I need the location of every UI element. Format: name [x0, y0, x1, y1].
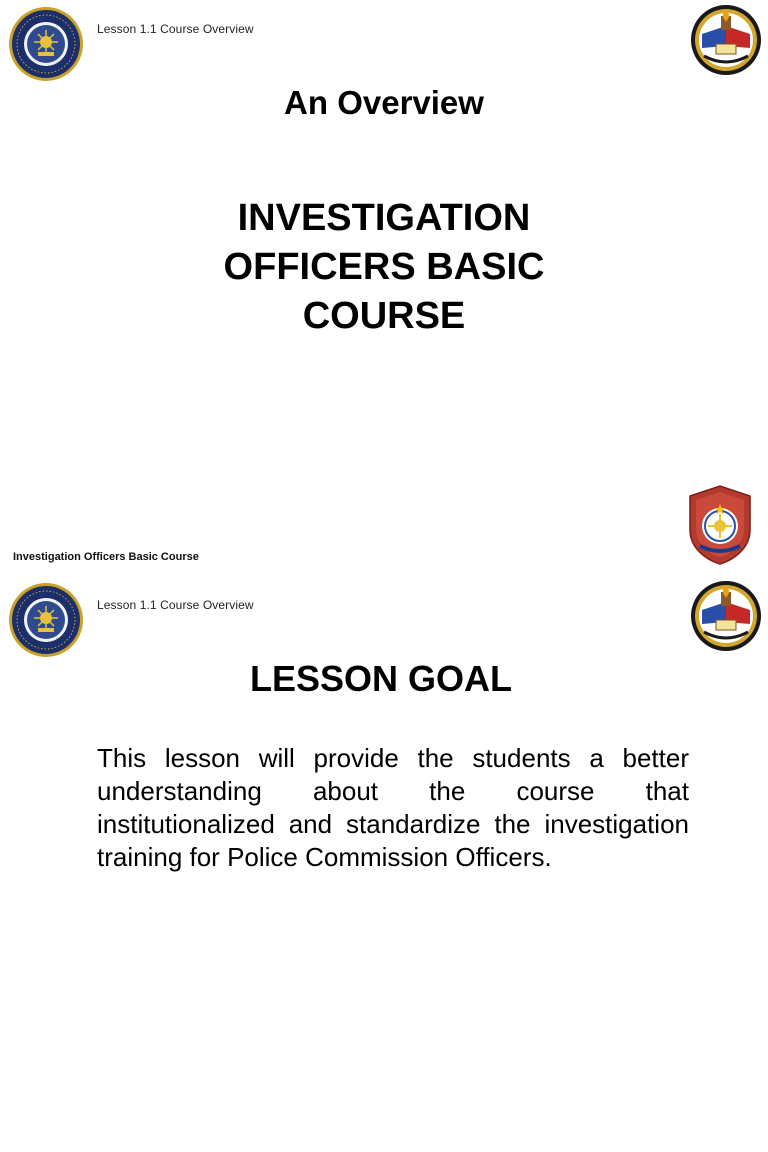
lesson-goal-body: This lesson will provide the students a better understanding about the course that institutionalized and standardize the investigation training for Police Commission Officers.	[97, 743, 689, 872]
academy-seal-icon	[690, 4, 762, 76]
lesson-header: Lesson 1.1 Course Overview	[97, 598, 254, 612]
lesson-header: Lesson 1.1 Course Overview	[97, 22, 254, 36]
academy-seal-icon	[690, 580, 762, 652]
investigation-seal-icon	[8, 6, 84, 82]
pnp-badge-icon	[684, 484, 756, 566]
course-title	[0, 194, 768, 341]
course-title-line: OFFICERS BASIC	[223, 246, 545, 288]
slide-footer: Investigation Officers Basic Course	[13, 551, 199, 563]
slide-lesson-goal	[0, 576, 768, 1152]
overview-title: An Overview	[284, 84, 484, 121]
investigation-seal-icon	[8, 582, 84, 658]
course-title-line: INVESTIGATION	[237, 197, 531, 239]
lesson-goal-title: LESSON GOAL	[249, 658, 513, 699]
course-title-line: COURSE	[302, 295, 466, 337]
